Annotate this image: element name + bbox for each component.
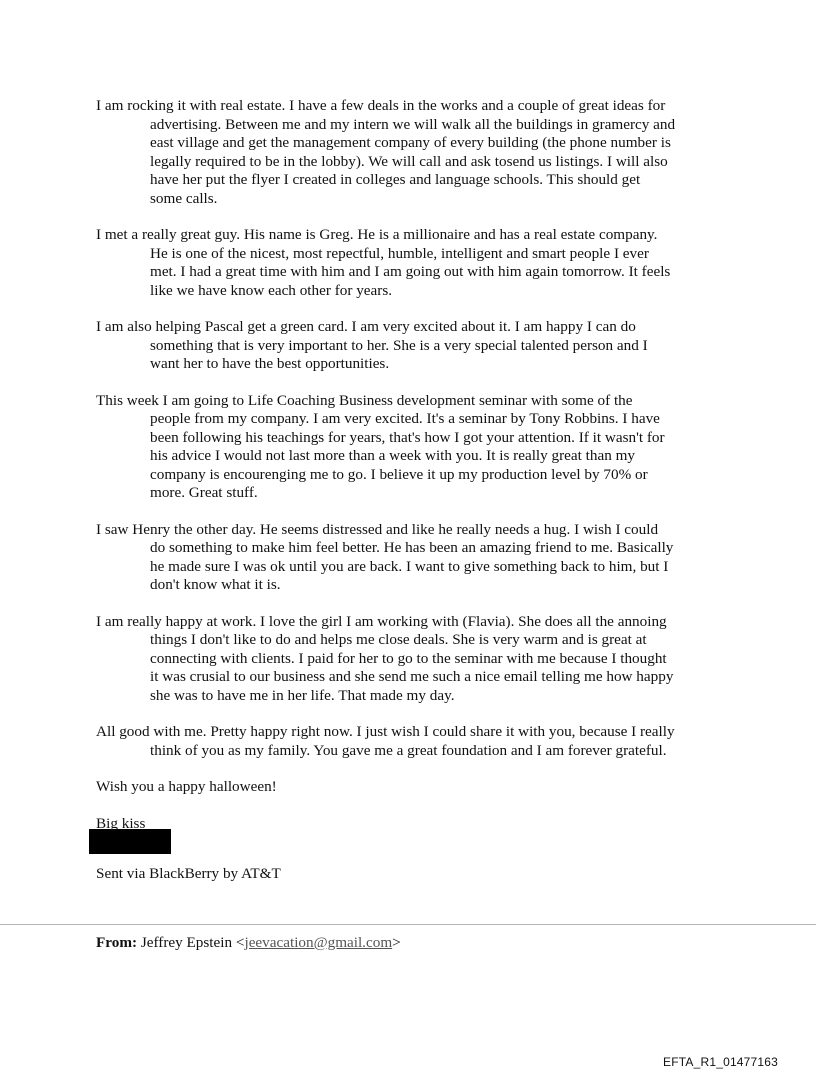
- from-label: From:: [96, 934, 138, 951]
- from-name: Jeffrey Epstein: [140, 934, 233, 951]
- paragraph-work: I am really happy at work. I love the girl I am working with (Flavia). She does all the annoing things I don't like to do and helps me close deals. She is very warm and is great at connecting with clients. I paid for her to go to the seminar with me because I thought it was crusial to our business and she send me such a nice email telling me how happy she was to have me in her life. That made my day.: [96, 612, 674, 704]
- from-email-link[interactable]: jeevacation@gmail.com: [244, 934, 393, 951]
- paragraph-real-estate: I am rocking it with real estate. I have a few deals in the works and a couple of great ideas for advertising. Between me and my intern we will walk all the buildings in gramercy and east village and get the management company of every building (the phone number is legally required to be in the lobby). We will call and ask tosend us listings. I will also have her put the flyer I created in colleges and language schools. This should get some calls.: [96, 97, 676, 207]
- closing-wish: Wish you a happy halloween!: [96, 778, 277, 795]
- paragraph-all-good: All good with me. Pretty happy right now. I just wish I could share it with you, because I really think of you as my family. You gave me a great foundation and I am forever grateful.: [96, 723, 675, 759]
- closing-signoff: Big kiss: [96, 814, 146, 832]
- paragraph-pascal: I am also helping Pascal get a green card. I am very excited about it. I am happy I can do something that is very important to her. She is a very special talented person and I want her to have the best opportunities.: [96, 318, 648, 372]
- sent-via-signature: Sent via BlackBerry by AT&T: [96, 865, 281, 882]
- from-header: [96, 934, 401, 953]
- email-body: [96, 97, 676, 884]
- from-email-close-bracket: >: [392, 934, 401, 951]
- paragraph-greg: I met a really great guy. His name is Greg. He is a millionaire and has a real estate company. He is one of the nicest, most repectful, humble, intelligent and smart people I ever met. I had a great time with him and I am going out with him again tomorrow. It feels like we have know each other for years.: [96, 226, 671, 299]
- paragraph-henry: I saw Henry the other day. He seems distressed and like he really needs a hug. I wish I could do something to make him feel better. He has been an amazing friend to me. Basically he made sure I was ok until you are back. I want to give something back to him, but I don't know what it is.: [96, 520, 674, 593]
- paragraph-seminar: This week I am going to Life Coaching Business development seminar with some of the people from my company. I am very excited. It's a seminar by Tony Robbins. I have been following his teachings for years, that's how I got your attention. If it wasn't for his advice I would not last more than a week with you. It is really great than my company is encourenging me to go. I believe it up my production level by 70% or more. Great stuff.: [96, 391, 665, 501]
- document-id: EFTA_R1_01477163: [663, 1055, 779, 1069]
- message-divider: [0, 924, 816, 925]
- from-email-open-bracket: <: [235, 934, 245, 951]
